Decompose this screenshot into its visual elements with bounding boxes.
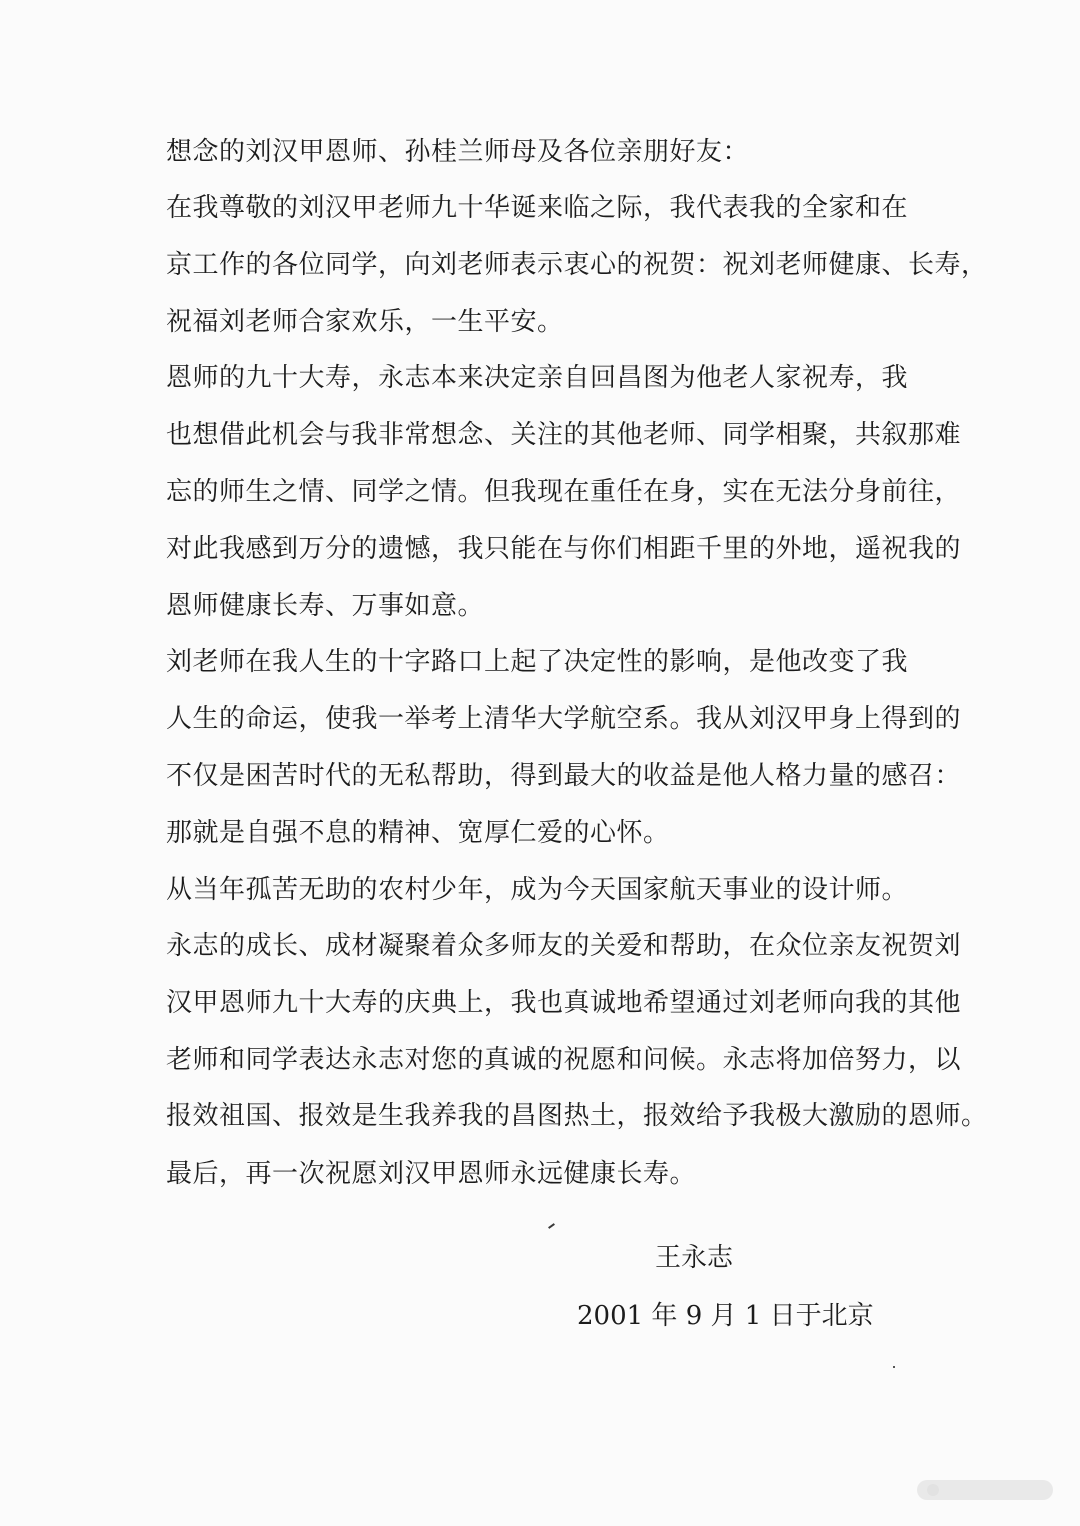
letter-line: 京工作的各位同学，向刘老师表示衷心的祝贺：祝刘老师健康、长寿，: [166, 250, 988, 280]
letter-line: 对此我感到万分的遗憾，我只能在与你们相距千里的外地，遥祝我的: [166, 534, 962, 564]
letter-line: 从当年孤苦无助的农村少年，成为今天国家航天事业的设计师。: [166, 875, 909, 905]
letter-line: 最后，再一次祝愿刘汉甲恩师永远健康长寿。: [166, 1159, 697, 1189]
letter-line: 恩师的九十大寿，永志本来决定亲自回昌图为他老人家祝寿，我: [166, 363, 909, 393]
letter-line: 报效祖国、报效是生我养我的昌图热土，报效给予我极大激励的恩师。: [166, 1101, 988, 1131]
watermark-graphic: [915, 1472, 1055, 1508]
letter-line: 忘的师生之情、同学之情。但我现在重任在身，实在无法分身前往，: [166, 477, 962, 507]
letter-line: 也想借此机会与我非常想念、关注的其他老师、同学相聚，共叙那难: [166, 420, 962, 450]
letter-date: 2001 年 9 月 1 日于北京: [577, 1301, 874, 1331]
paper-speck: [893, 1366, 895, 1368]
pen-mark: [548, 1223, 555, 1229]
letter-salutation: 想念的刘汉甲恩师、孙桂兰师母及各位亲朋好友：: [166, 137, 750, 167]
letter-line: 恩师健康长寿、万事如意。: [166, 591, 485, 621]
letter-line: 永志的成长、成材凝聚着众多师友的关爱和帮助，在众位亲友祝贺刘: [166, 931, 962, 961]
letter-line: 汉甲恩师九十大寿的庆典上，我也真诚地希望通过刘老师向我的其他: [166, 988, 962, 1018]
letter-line: 那就是自强不息的精神、宽厚仁爱的心怀。: [166, 818, 670, 848]
signature: 王永志: [655, 1243, 734, 1273]
letter-line: 不仅是困苦时代的无私帮助，得到最大的收益是他人格力量的感召：: [166, 761, 962, 791]
letter-line: 祝福刘老师合家欢乐，一生平安。: [166, 307, 564, 337]
letter-line: 老师和同学表达永志对您的真诚的祝愿和问候。永志将加倍努力，以: [166, 1045, 962, 1075]
letter-line: 在我尊敬的刘汉甲老师九十华诞来临之际，我代表我的全家和在: [166, 193, 909, 223]
letter-line: 人生的命运，使我一举考上清华大学航空系。我从刘汉甲身上得到的: [166, 704, 962, 734]
letter-line: 刘老师在我人生的十字路口上起了决定性的影响，是他改变了我: [166, 647, 909, 677]
